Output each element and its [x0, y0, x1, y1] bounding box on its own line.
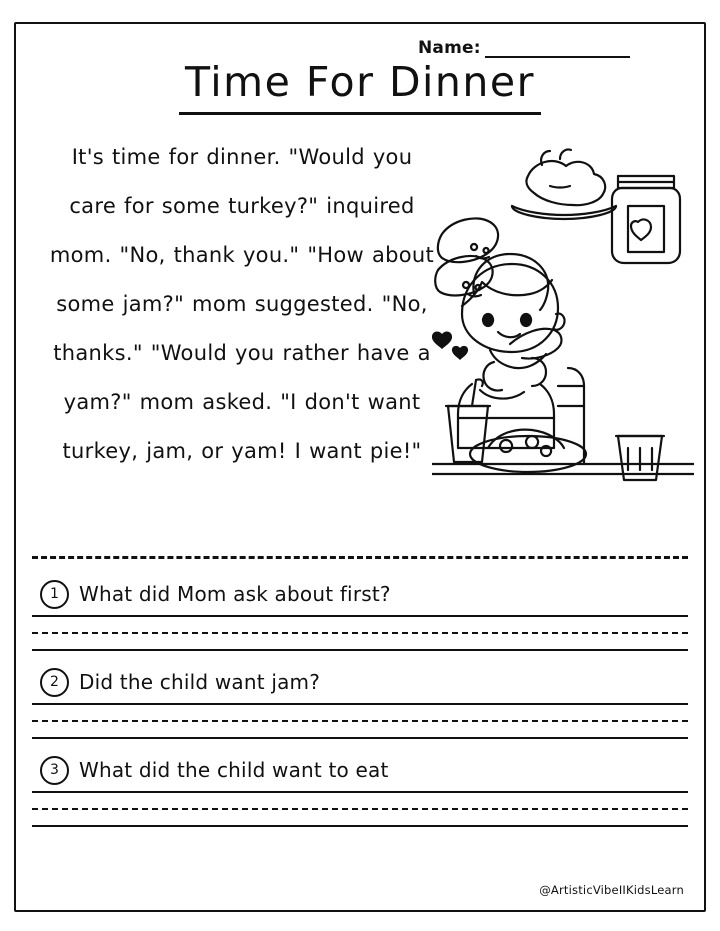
title-container [0, 60, 720, 115]
boy-eating-icon [432, 254, 694, 474]
question-text: What did the child want to eat [79, 758, 389, 782]
name-field-row [418, 38, 630, 58]
answer-lines-2[interactable] [32, 703, 688, 741]
answer-rule-solid-bottom [32, 737, 688, 739]
question-block-1 [32, 575, 688, 653]
question-number-badge: 1 [40, 580, 69, 609]
credit-watermark: @ArtisticVibeIIKidsLearn [539, 883, 684, 897]
question-block-3 [32, 751, 688, 829]
page-title: Time For Dinner [179, 60, 541, 115]
answer-rule-dashed-mid [32, 808, 688, 810]
heart-icon [432, 331, 468, 360]
answer-lines-3[interactable] [32, 791, 688, 829]
question-number-badge: 3 [40, 756, 69, 785]
turkey-icon [512, 149, 616, 219]
answer-rule-solid-bottom [32, 649, 688, 651]
answer-rule-solid-top [32, 703, 688, 705]
answer-rule-solid-bottom [32, 825, 688, 827]
section-divider [32, 556, 688, 559]
question-text: Did the child want jam? [79, 670, 321, 694]
question-text: What did Mom ask about first? [79, 582, 391, 606]
answer-rule-solid-top [32, 615, 688, 617]
questions-section [32, 575, 688, 839]
answer-rule-dashed-mid [32, 720, 688, 722]
question-row [32, 663, 688, 701]
question-block-2 [32, 663, 688, 741]
name-label: Name: [418, 38, 481, 58]
yam-icon [435, 218, 498, 296]
jam-jar-icon [612, 176, 680, 263]
answer-lines-1[interactable] [32, 615, 688, 653]
name-input-blank[interactable] [485, 40, 630, 58]
illustration [432, 118, 694, 543]
answer-rule-solid-top [32, 791, 688, 793]
answer-rule-dashed-mid [32, 632, 688, 634]
question-number-badge: 2 [40, 668, 69, 697]
story-passage: It's time for dinner. "Would you care for some turkey?" inquired mom. "No, thank you." "How about some jam?" mom suggested. "No, thanks." "Would you rather have a yam?" mom asked. "I don't want turkey, jam, or yam! I want pie!" [49, 145, 435, 463]
plate-of-food-icon [470, 430, 586, 472]
question-row [32, 751, 688, 789]
question-row [32, 575, 688, 613]
